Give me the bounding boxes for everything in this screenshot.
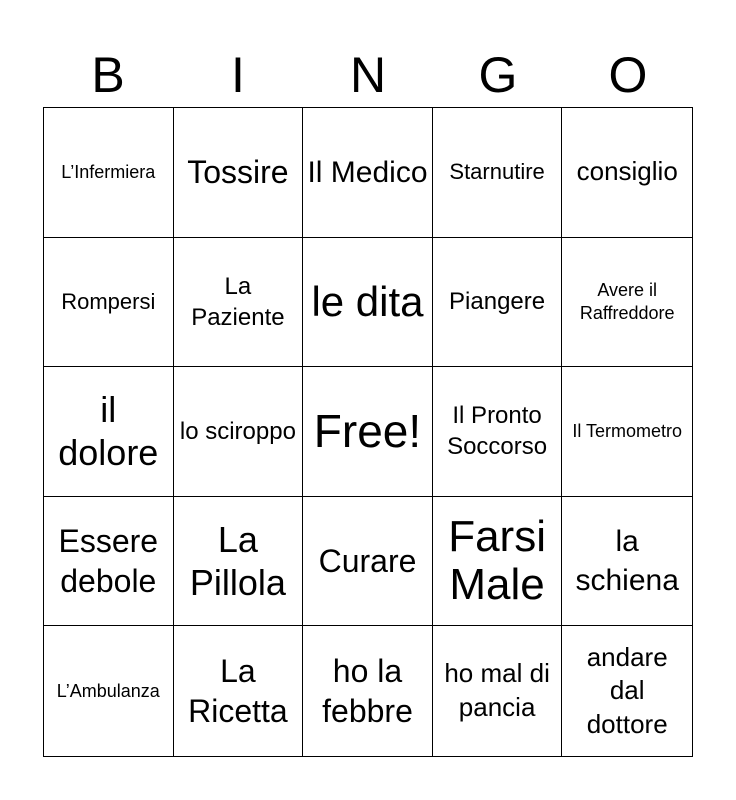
cell-text: Essere debole: [58, 523, 159, 600]
bingo-cell: [44, 238, 174, 368]
cell-text: le dita: [311, 277, 424, 325]
bingo-cell: [433, 108, 563, 238]
cell-text: La Ricetta: [188, 653, 288, 730]
cell-text: Il Medico: [307, 155, 428, 189]
cell-text: Avere il Raffreddore: [579, 279, 675, 323]
cell-text: andare dal dottore: [586, 641, 668, 740]
bingo-cell: [562, 497, 692, 627]
free-space-text: Free!: [313, 405, 422, 458]
bingo-cell: [562, 626, 692, 756]
cell-text: Farsi Male: [448, 511, 546, 610]
bingo-cell: [44, 626, 174, 756]
bingo-cell: [433, 367, 563, 497]
header-letter-b: B: [91, 47, 125, 103]
bingo-cell: [303, 108, 433, 238]
cell-text: ho mal di pancia: [444, 658, 550, 723]
bingo-header: [43, 42, 693, 108]
bingo-cell: [562, 238, 692, 368]
header-letter-i: I: [231, 47, 245, 103]
cell-text: consiglio: [576, 156, 678, 187]
header-letter-g: G: [478, 47, 518, 103]
cell-text: La Pillola: [189, 518, 286, 604]
bingo-cell: [44, 497, 174, 627]
bingo-cell: [433, 497, 563, 627]
bingo-cell: [174, 108, 304, 238]
cell-text: ho la febbre: [322, 653, 413, 730]
bingo-cell: [44, 108, 174, 238]
bingo-cell: [303, 497, 433, 627]
bingo-board: [43, 107, 693, 757]
bingo-cell: [174, 497, 304, 627]
bingo-cell: [174, 626, 304, 756]
bingo-cell: [303, 626, 433, 756]
cell-text: Il Pronto Soccorso: [447, 402, 548, 461]
cell-text: Rompersi: [61, 288, 156, 314]
cell-text: L’Infermiera: [61, 161, 156, 182]
cell-text: Curare: [318, 543, 417, 580]
free-space: [303, 367, 433, 497]
cell-text: il dolore: [58, 389, 159, 474]
cell-text: lo sciroppo: [179, 417, 296, 445]
header-letter-n: N: [349, 47, 387, 103]
bingo-cell: [44, 367, 174, 497]
bingo-cell: [433, 626, 563, 756]
cell-text: L’Ambulanza: [56, 680, 160, 701]
header-letter-o: O: [608, 47, 648, 103]
bingo-cell: [433, 238, 563, 368]
cell-text: Tossire: [187, 154, 289, 191]
cell-text: Il Termometro: [572, 420, 683, 441]
cell-text: la schiena: [575, 525, 679, 598]
cell-text: La Paziente: [191, 272, 285, 331]
cell-text: Starnutire: [449, 159, 545, 184]
bingo-cell: [174, 367, 304, 497]
bingo-cell: [562, 367, 692, 497]
bingo-cell: [303, 238, 433, 368]
bingo-cell: [174, 238, 304, 368]
bingo-cell: [562, 108, 692, 238]
cell-text: Piangere: [449, 288, 546, 316]
